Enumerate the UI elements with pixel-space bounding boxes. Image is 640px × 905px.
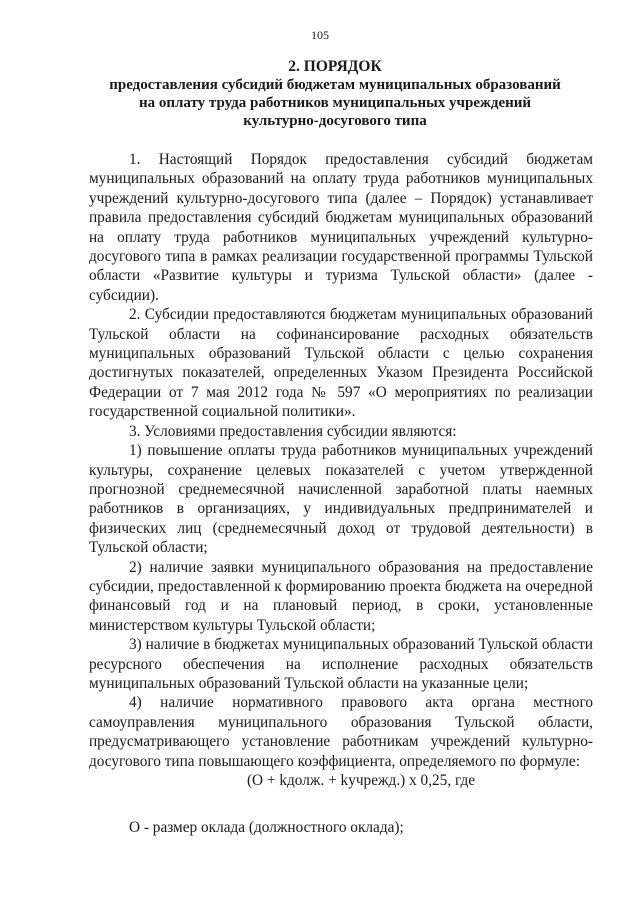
section-subtitle-line: культурно-досугового типа xyxy=(243,113,427,129)
paragraph-2: 2. Субсидии предоставляются бюджетам муниципальных образований Тульской области на софинансирование расходных обязательств муниципальных образований Тульской области с целью сохранения достигнутых показателей, определенных Указом Президента Российской Федерации от 7 мая 2012 года № 597 «О мероприятиях по реализации государственной социальной политики». xyxy=(89,306,593,421)
definition-o: О - размер оклада (должностного оклада); xyxy=(129,819,404,837)
paragraph-1: 1. Настоящий Порядок предоставления субсидий бюджетам муниципальных образований на оплату труда работников муниципальных учреждений культурно-досугового типа (далее – Порядок) устанавливает правила предоставления субсидий бюджетам муниципальных образований на оплату труда работников муниципальных учреждений культурно-досугового типа в рамках реализации государственной программы Тульской области «Развитие культуры и туризма Тульской области» (далее - субсидии). xyxy=(89,151,593,304)
document-body xyxy=(89,150,593,838)
section-subtitle-line: предоставления субсидий бюджетам муниципальных образований xyxy=(109,77,561,93)
section-heading xyxy=(80,58,590,130)
formula: (О + kдолж. + kучрежд.) х 0,25, где xyxy=(246,772,476,789)
condition-3: 3) наличие в бюджетах муниципальных образований Тульской области ресурсного обеспечения на исполнение расходных обязательств муниципальных образований Тульской области на указанные цели; xyxy=(89,636,593,692)
paragraph-3: 3. Условиями предоставления субсидии являются: xyxy=(129,422,457,440)
condition-4: 4) наличие нормативного правового акта органа местного самоуправления муниципального образования Тульской области, предусматривающего установление работникам учреждений культурно-досугового типа повышающего коэффициента, определяемого по формуле: xyxy=(89,694,593,770)
condition-2: 2) наличие заявки муниципального образования на предоставление субсидии, предоставленной к формированию проекта бюджета на очередной финансовый год и на плановый период, в сроки, установленные министерством культуры Тульской области; xyxy=(89,558,593,634)
page-number: 105 xyxy=(311,28,329,42)
condition-1: 1) повышение оплаты труда работников муниципальных учреждений культуры, сохранение целевых показателей с учетом утвержденной прогнозной среднемесячной начисленной заработной платы наемных работников в организациях, у индивидуальных предпринимателей и физических лиц (среднемесячный доход от трудовой деятельности) в Тульской области; xyxy=(89,442,593,557)
section-subtitle-line: на оплату труда работников муниципальных учреждений xyxy=(138,95,532,111)
section-title: 2. ПОРЯДОК xyxy=(288,58,382,75)
